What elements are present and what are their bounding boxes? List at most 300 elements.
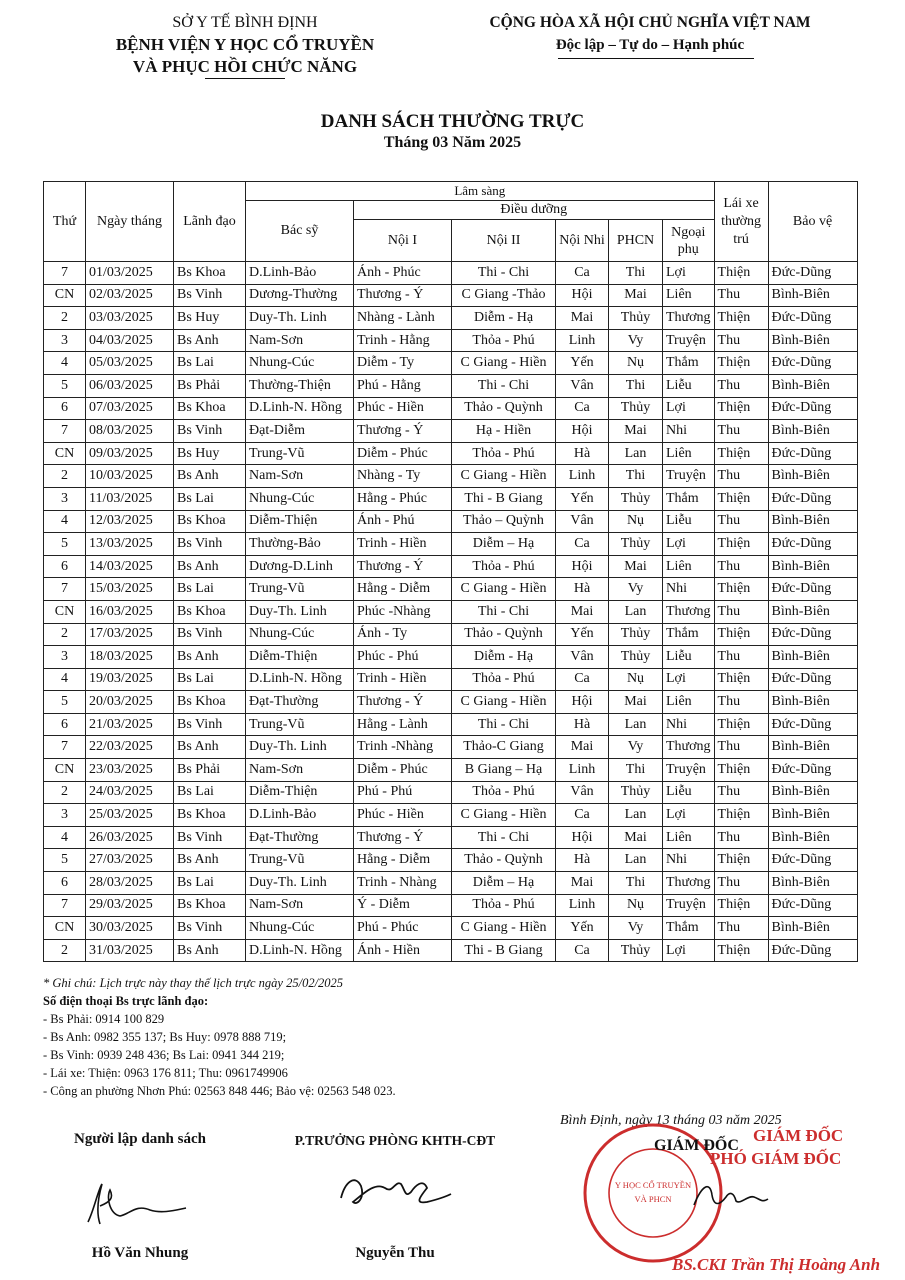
table-row bbox=[44, 284, 858, 307]
cell-phcn: Nụ bbox=[609, 510, 663, 533]
cell-ngay-thang: 01/03/2025 bbox=[86, 262, 174, 285]
cell-ngoai-phu: Liễu bbox=[663, 781, 715, 804]
cell-lanh-dao: Bs Vinh bbox=[174, 284, 246, 307]
cell-ngay-thang: 19/03/2025 bbox=[86, 668, 174, 691]
cell-ngoai-phu: Lợi bbox=[663, 533, 715, 556]
cell-noi-nhi: Mai bbox=[556, 307, 609, 330]
cell-bao-ve: Đức-Dũng bbox=[768, 533, 857, 556]
cell-noi1: Diễm - Ty bbox=[354, 352, 452, 375]
replacement-note: * Ghi chú: Lịch trực này thay thế lịch trực ngày 25/02/2025 bbox=[43, 976, 344, 990]
cell-noi1: Ý - Diễm bbox=[354, 894, 452, 917]
cell-noi2: C Giang - Hiền bbox=[452, 465, 556, 488]
cell-noi-nhi: Hội bbox=[556, 691, 609, 714]
cell-lai-xe: Thu bbox=[714, 917, 768, 940]
table-row bbox=[44, 578, 858, 601]
cell-noi2: Thi - B Giang bbox=[452, 939, 556, 962]
cell-ngay-thang: 17/03/2025 bbox=[86, 623, 174, 646]
cell-lanh-dao: Bs Huy bbox=[174, 307, 246, 330]
cell-phcn: Thủy bbox=[609, 623, 663, 646]
cell-bac-si: D.Linh-N. Hồng bbox=[246, 397, 354, 420]
cell-ngoai-phu: Lợi bbox=[663, 939, 715, 962]
cell-bao-ve: Đức-Dũng bbox=[768, 487, 857, 510]
cell-ngoai-phu: Thương bbox=[663, 736, 715, 759]
department-name: SỞ Y TẾ BÌNH ĐỊNH bbox=[172, 14, 318, 31]
cell-noi1: Diễm - Phúc bbox=[354, 442, 452, 465]
motto: Độc lập – Tự do – Hạnh phúc bbox=[555, 37, 745, 53]
cell-noi2: Thi - Chi bbox=[452, 600, 556, 623]
cell-bao-ve: Bình-Biên bbox=[768, 917, 857, 940]
cell-bao-ve: Bình-Biên bbox=[768, 736, 857, 759]
cell-bac-si: Đạt-Thường bbox=[246, 826, 354, 849]
col-header-dieu-duong: Điều dưỡng bbox=[354, 201, 715, 220]
cell-bac-si: Diễm-Thiện bbox=[246, 510, 354, 533]
cell-ngay-thang: 29/03/2025 bbox=[86, 894, 174, 917]
cell-ngoai-phu: Nhi bbox=[663, 713, 715, 736]
cell-ngoai-phu: Liên bbox=[663, 442, 715, 465]
cell-noi1: Hằng - Lành bbox=[354, 713, 452, 736]
cell-phcn: Vy bbox=[609, 578, 663, 601]
table-row bbox=[44, 668, 858, 691]
cell-ngay-thang: 12/03/2025 bbox=[86, 510, 174, 533]
cell-noi-nhi: Vân bbox=[556, 781, 609, 804]
cell-noi1: Phúc -Nhàng bbox=[354, 600, 452, 623]
cell-phcn: Mai bbox=[609, 420, 663, 443]
cell-phcn: Thủy bbox=[609, 307, 663, 330]
cell-bao-ve: Đức-Dũng bbox=[768, 397, 857, 420]
cell-noi-nhi: Ca bbox=[556, 804, 609, 827]
cell-ngay-thang: 09/03/2025 bbox=[86, 442, 174, 465]
cell-lanh-dao: Bs Lai bbox=[174, 352, 246, 375]
cell-bac-si: Duy-Th. Linh bbox=[246, 736, 354, 759]
cell-lai-xe: Thu bbox=[714, 646, 768, 669]
cell-noi1: Phúc - Phú bbox=[354, 646, 452, 669]
cell-noi2: Diễm - Hạ bbox=[452, 646, 556, 669]
cell-lai-xe: Thu bbox=[714, 781, 768, 804]
cell-phcn: Thủy bbox=[609, 487, 663, 510]
cell-bac-si: Thường-Thiện bbox=[246, 374, 354, 397]
table-row bbox=[44, 939, 858, 962]
col-header-bao-ve: Bảo vệ bbox=[768, 182, 857, 262]
cell-thu: 3 bbox=[44, 646, 86, 669]
cell-phcn: Vy bbox=[609, 736, 663, 759]
cell-noi2: C Giang - Hiền bbox=[452, 691, 556, 714]
cell-lanh-dao: Bs Khoa bbox=[174, 600, 246, 623]
cell-phcn: Lan bbox=[609, 600, 663, 623]
phone-line: - Bs Anh: 0982 355 137; Bs Huy: 0978 888 719; bbox=[43, 1030, 287, 1044]
cell-lai-xe: Thu bbox=[714, 420, 768, 443]
cell-noi2: Diễm – Hạ bbox=[452, 533, 556, 556]
table-row bbox=[44, 759, 858, 782]
cell-noi2: Thỏa - Phú bbox=[452, 442, 556, 465]
table-row bbox=[44, 894, 858, 917]
cell-noi2: B Giang – Hạ bbox=[452, 759, 556, 782]
cell-ngay-thang: 06/03/2025 bbox=[86, 374, 174, 397]
cell-lai-xe: Thu bbox=[714, 555, 768, 578]
cell-lanh-dao: Bs Khoa bbox=[174, 510, 246, 533]
cell-lai-xe: Thiện bbox=[714, 804, 768, 827]
cell-bao-ve: Đức-Dũng bbox=[768, 668, 857, 691]
cell-noi-nhi: Vân bbox=[556, 374, 609, 397]
cell-noi1: Thương - Ý bbox=[354, 420, 452, 443]
khth-name: Nguyễn Thu bbox=[355, 1245, 435, 1261]
cell-bao-ve: Đức-Dũng bbox=[768, 307, 857, 330]
cell-phcn: Thi bbox=[609, 465, 663, 488]
cell-lanh-dao: Bs Lai bbox=[174, 487, 246, 510]
notes-block bbox=[43, 974, 603, 1100]
cell-thu: 5 bbox=[44, 691, 86, 714]
cell-thu: 6 bbox=[44, 713, 86, 736]
cell-bac-si: D.Linh-N. Hồng bbox=[246, 939, 354, 962]
cell-lai-xe: Thiện bbox=[714, 352, 768, 375]
cell-lai-xe: Thiện bbox=[714, 307, 768, 330]
cell-bao-ve: Bình-Biên bbox=[768, 872, 857, 895]
cell-lai-xe: Thu bbox=[714, 872, 768, 895]
cell-lai-xe: Thiện bbox=[714, 759, 768, 782]
country-name: CỘNG HÒA XÃ HỘI CHỦ NGHĨA VIỆT NAM bbox=[489, 14, 811, 31]
table-row bbox=[44, 442, 858, 465]
cell-noi1: Ánh - Phúc bbox=[354, 262, 452, 285]
cell-thu: 3 bbox=[44, 329, 86, 352]
cell-phcn: Thủy bbox=[609, 397, 663, 420]
col-header-lanh-dao: Lãnh đạo bbox=[174, 182, 246, 262]
table-row bbox=[44, 374, 858, 397]
cell-phcn: Thi bbox=[609, 872, 663, 895]
cell-noi-nhi: Ca bbox=[556, 397, 609, 420]
cell-lai-xe: Thu bbox=[714, 736, 768, 759]
cell-bao-ve: Bình-Biên bbox=[768, 465, 857, 488]
cell-noi1: Phú - Phú bbox=[354, 781, 452, 804]
phone-line: - Bs Vinh: 0939 248 436; Bs Lai: 0941 344 219; bbox=[43, 1048, 285, 1062]
cell-bao-ve: Đức-Dũng bbox=[768, 894, 857, 917]
cell-thu: 2 bbox=[44, 623, 86, 646]
cell-phcn: Mai bbox=[609, 555, 663, 578]
col-header-lai-xe: Lái xe thường trú bbox=[714, 182, 768, 262]
cell-bac-si: D.Linh-Bảo bbox=[246, 804, 354, 827]
phone-line: - Công an phường Nhơn Phú: 02563 848 446; Bảo vệ: 02563 548 023. bbox=[43, 1084, 396, 1098]
cell-phcn: Nụ bbox=[609, 668, 663, 691]
preparer-signature bbox=[80, 1180, 190, 1230]
cell-bac-si: Nam-Sơn bbox=[246, 329, 354, 352]
cell-noi-nhi: Hà bbox=[556, 578, 609, 601]
cell-ngay-thang: 28/03/2025 bbox=[86, 872, 174, 895]
cell-bac-si: Trung-Vũ bbox=[246, 578, 354, 601]
cell-noi-nhi: Hội bbox=[556, 284, 609, 307]
cell-noi1: Trinh - Hiền bbox=[354, 668, 452, 691]
cell-bao-ve: Bình-Biên bbox=[768, 284, 857, 307]
cell-phcn: Thủy bbox=[609, 533, 663, 556]
phone-title: Số điện thoại Bs trực lãnh đạo: bbox=[43, 994, 209, 1008]
cell-lanh-dao: Bs Huy bbox=[174, 442, 246, 465]
cell-noi2: Thi - Chi bbox=[452, 374, 556, 397]
cell-ngay-thang: 07/03/2025 bbox=[86, 397, 174, 420]
cell-noi2: C Giang - Hiền bbox=[452, 804, 556, 827]
table-row bbox=[44, 420, 858, 443]
cell-noi-nhi: Ca bbox=[556, 668, 609, 691]
cell-noi1: Thương - Ý bbox=[354, 284, 452, 307]
cell-noi1: Phúc - Hiền bbox=[354, 804, 452, 827]
khth-signature bbox=[335, 1158, 455, 1218]
cell-ngoai-phu: Thương bbox=[663, 600, 715, 623]
cell-phcn: Thi bbox=[609, 262, 663, 285]
cell-bao-ve: Bình-Biên bbox=[768, 646, 857, 669]
cell-ngay-thang: 11/03/2025 bbox=[86, 487, 174, 510]
director-name: BS.CKI Trần Thị Hoàng Anh bbox=[672, 1255, 881, 1274]
cell-lai-xe: Thu bbox=[714, 826, 768, 849]
col-header-noi1: Nội I bbox=[354, 220, 452, 262]
cell-lanh-dao: Bs Anh bbox=[174, 465, 246, 488]
cell-noi-nhi: Linh bbox=[556, 894, 609, 917]
cell-phcn: Mai bbox=[609, 826, 663, 849]
cell-thu: 6 bbox=[44, 397, 86, 420]
cell-noi-nhi: Hội bbox=[556, 420, 609, 443]
cell-ngay-thang: 26/03/2025 bbox=[86, 826, 174, 849]
cell-lai-xe: Thiện bbox=[714, 533, 768, 556]
cell-ngoai-phu: Truyện bbox=[663, 759, 715, 782]
cell-ngoai-phu: Thắm bbox=[663, 917, 715, 940]
cell-bac-si: Diễm-Thiện bbox=[246, 646, 354, 669]
cell-phcn: Mai bbox=[609, 284, 663, 307]
cell-bao-ve: Đức-Dũng bbox=[768, 713, 857, 736]
cell-noi2: C Giang - Hiền bbox=[452, 352, 556, 375]
cell-ngoai-phu: Thắm bbox=[663, 623, 715, 646]
cell-ngoai-phu: Truyện bbox=[663, 465, 715, 488]
cell-lanh-dao: Bs Khoa bbox=[174, 804, 246, 827]
table-row bbox=[44, 849, 858, 872]
cell-noi-nhi: Yến bbox=[556, 623, 609, 646]
cell-ngay-thang: 18/03/2025 bbox=[86, 646, 174, 669]
cell-bao-ve: Bình-Biên bbox=[768, 555, 857, 578]
cell-ngoai-phu: Nhi bbox=[663, 849, 715, 872]
cell-lai-xe: Thu bbox=[714, 374, 768, 397]
cell-phcn: Vy bbox=[609, 329, 663, 352]
cell-lanh-dao: Bs Khoa bbox=[174, 691, 246, 714]
cell-noi-nhi: Yến bbox=[556, 487, 609, 510]
cell-bao-ve: Bình-Biên bbox=[768, 826, 857, 849]
cell-ngoai-phu: Liên bbox=[663, 826, 715, 849]
cell-lai-xe: Thiện bbox=[714, 262, 768, 285]
cell-phcn: Nụ bbox=[609, 352, 663, 375]
cell-noi2: Thỏa - Phú bbox=[452, 668, 556, 691]
table-row bbox=[44, 487, 858, 510]
cell-phcn: Mai bbox=[609, 691, 663, 714]
cell-thu: 4 bbox=[44, 510, 86, 533]
cell-bac-si: Duy-Th. Linh bbox=[246, 307, 354, 330]
cell-noi2: Thỏa - Phú bbox=[452, 329, 556, 352]
cell-thu: CN bbox=[44, 600, 86, 623]
cell-thu: 7 bbox=[44, 578, 86, 601]
table-row bbox=[44, 736, 858, 759]
cell-ngay-thang: 03/03/2025 bbox=[86, 307, 174, 330]
cell-ngay-thang: 24/03/2025 bbox=[86, 781, 174, 804]
table-row bbox=[44, 533, 858, 556]
cell-noi1: Hằng - Diễm bbox=[354, 578, 452, 601]
cell-noi-nhi: Yến bbox=[556, 352, 609, 375]
table-row bbox=[44, 713, 858, 736]
cell-bac-si: Đạt-Thường bbox=[246, 691, 354, 714]
cell-lanh-dao: Bs Khoa bbox=[174, 262, 246, 285]
cell-lanh-dao: Bs Vinh bbox=[174, 420, 246, 443]
sign-date: Bình Định, ngày 13 tháng 03 năm 2025 bbox=[560, 1113, 782, 1128]
col-header-ngay: Ngày tháng bbox=[86, 182, 174, 262]
cell-thu: CN bbox=[44, 442, 86, 465]
cell-noi1: Thương - Ý bbox=[354, 555, 452, 578]
cell-ngay-thang: 21/03/2025 bbox=[86, 713, 174, 736]
cell-thu: 7 bbox=[44, 894, 86, 917]
cell-ngoai-phu: Liên bbox=[663, 284, 715, 307]
cell-bao-ve: Đức-Dũng bbox=[768, 623, 857, 646]
cell-bao-ve: Bình-Biên bbox=[768, 329, 857, 352]
col-header-noi2: Nội II bbox=[452, 220, 556, 262]
phone-line: - Lái xe: Thiện: 0963 176 811; Thu: 0961749906 bbox=[43, 1066, 288, 1080]
cell-noi1: Thương - Ý bbox=[354, 691, 452, 714]
table-row bbox=[44, 397, 858, 420]
cell-thu: 7 bbox=[44, 736, 86, 759]
cell-thu: 2 bbox=[44, 307, 86, 330]
cell-thu: 2 bbox=[44, 465, 86, 488]
cell-noi2: Thảo – Quỳnh bbox=[452, 510, 556, 533]
cell-noi-nhi: Hội bbox=[556, 826, 609, 849]
cell-noi1: Ánh - Hiền bbox=[354, 939, 452, 962]
cell-ngoai-phu: Lợi bbox=[663, 262, 715, 285]
cell-bac-si: D.Linh-Bảo bbox=[246, 262, 354, 285]
cell-lanh-dao: Bs Khoa bbox=[174, 397, 246, 420]
cell-noi-nhi: Linh bbox=[556, 329, 609, 352]
page-subtitle: Tháng 03 Năm 2025 bbox=[383, 134, 522, 151]
cell-lai-xe: Thiện bbox=[714, 849, 768, 872]
cell-ngay-thang: 20/03/2025 bbox=[86, 691, 174, 714]
header-right-underline bbox=[558, 58, 754, 59]
cell-noi1: Nhàng - Lành bbox=[354, 307, 452, 330]
cell-lanh-dao: Bs Khoa bbox=[174, 894, 246, 917]
cell-ngoai-phu: Thương bbox=[663, 307, 715, 330]
cell-noi2: Thảo - Quỳnh bbox=[452, 849, 556, 872]
table-row bbox=[44, 804, 858, 827]
cell-ngay-thang: 10/03/2025 bbox=[86, 465, 174, 488]
cell-bao-ve: Đức-Dũng bbox=[768, 578, 857, 601]
cell-phcn: Vy bbox=[609, 917, 663, 940]
cell-thu: 5 bbox=[44, 374, 86, 397]
cell-noi2: Diễm - Hạ bbox=[452, 307, 556, 330]
cell-lanh-dao: Bs Vinh bbox=[174, 533, 246, 556]
cell-noi-nhi: Ca bbox=[556, 262, 609, 285]
cell-ngoai-phu: Liên bbox=[663, 691, 715, 714]
table-row bbox=[44, 917, 858, 940]
cell-noi2: C Giang - Hiền bbox=[452, 578, 556, 601]
cell-ngoai-phu: Liễu bbox=[663, 510, 715, 533]
cell-ngay-thang: 04/03/2025 bbox=[86, 329, 174, 352]
svg-text:VÀ PHCN: VÀ PHCN bbox=[634, 1194, 672, 1204]
cell-ngoai-phu: Truyện bbox=[663, 894, 715, 917]
cell-noi1: Hằng - Phúc bbox=[354, 487, 452, 510]
cell-phcn: Thủy bbox=[609, 781, 663, 804]
cell-noi1: Nhàng - Ty bbox=[354, 465, 452, 488]
cell-lanh-dao: Bs Lai bbox=[174, 668, 246, 691]
cell-bac-si: Trung-Vũ bbox=[246, 849, 354, 872]
cell-thu: 6 bbox=[44, 555, 86, 578]
hospital-name-line2: VÀ PHỤC HỒI CHỨC NĂNG bbox=[132, 57, 358, 76]
cell-bac-si: Trung-Vũ bbox=[246, 713, 354, 736]
cell-phcn: Nụ bbox=[609, 894, 663, 917]
cell-noi2: Thi - Chi bbox=[452, 713, 556, 736]
cell-thu: 2 bbox=[44, 781, 86, 804]
cell-ngoai-phu: Thắm bbox=[663, 352, 715, 375]
cell-bao-ve: Bình-Biên bbox=[768, 420, 857, 443]
stamp-title-pho-giam-doc: PHÓ GIÁM ĐỐC bbox=[710, 1149, 842, 1168]
cell-lai-xe: Thiện bbox=[714, 939, 768, 962]
cell-noi1: Diễm - Phúc bbox=[354, 759, 452, 782]
cell-bac-si: Duy-Th. Linh bbox=[246, 872, 354, 895]
cell-bao-ve: Bình-Biên bbox=[768, 691, 857, 714]
cell-ngay-thang: 31/03/2025 bbox=[86, 939, 174, 962]
cell-noi1: Thương - Ý bbox=[354, 826, 452, 849]
cell-noi1: Trinh - Hằng bbox=[354, 329, 452, 352]
cell-bao-ve: Bình-Biên bbox=[768, 804, 857, 827]
cell-bao-ve: Bình-Biên bbox=[768, 374, 857, 397]
col-header-bac-si: Bác sỹ bbox=[246, 201, 354, 262]
cell-noi2: Thỏa - Phú bbox=[452, 781, 556, 804]
cell-bac-si: Nam-Sơn bbox=[246, 759, 354, 782]
cell-bac-si: Nhung-Cúc bbox=[246, 623, 354, 646]
col-header-phcn: PHCN bbox=[609, 220, 663, 262]
cell-lanh-dao: Bs Lai bbox=[174, 578, 246, 601]
table-row bbox=[44, 555, 858, 578]
cell-noi-nhi: Linh bbox=[556, 465, 609, 488]
cell-ngoai-phu: Nhi bbox=[663, 578, 715, 601]
cell-bao-ve: Đức-Dũng bbox=[768, 262, 857, 285]
cell-noi1: Trinh - Hiền bbox=[354, 533, 452, 556]
cell-noi2: Thi - B Giang bbox=[452, 487, 556, 510]
cell-bao-ve: Đức-Dũng bbox=[768, 849, 857, 872]
cell-thu: 6 bbox=[44, 872, 86, 895]
cell-ngoai-phu: Nhi bbox=[663, 420, 715, 443]
cell-ngay-thang: 08/03/2025 bbox=[86, 420, 174, 443]
cell-noi1: Trinh -Nhàng bbox=[354, 736, 452, 759]
khth-title: P.TRƯỞNG PHÒNG KHTH-CĐT bbox=[294, 1133, 496, 1148]
cell-thu: 4 bbox=[44, 826, 86, 849]
cell-thu: 5 bbox=[44, 533, 86, 556]
cell-noi-nhi: Yến bbox=[556, 917, 609, 940]
cell-lanh-dao: Bs Anh bbox=[174, 555, 246, 578]
cell-lai-xe: Thiện bbox=[714, 442, 768, 465]
cell-ngoai-phu: Truyện bbox=[663, 329, 715, 352]
cell-noi2: Thảo-C Giang bbox=[452, 736, 556, 759]
cell-noi1: Phúc - Hiền bbox=[354, 397, 452, 420]
cell-noi1: Phú - Hằng bbox=[354, 374, 452, 397]
cell-lanh-dao: Bs Vinh bbox=[174, 917, 246, 940]
col-header-thu: Thứ bbox=[44, 182, 86, 262]
cell-thu: 4 bbox=[44, 352, 86, 375]
cell-lai-xe: Thu bbox=[714, 510, 768, 533]
cell-thu: 7 bbox=[44, 262, 86, 285]
cell-noi1: Phú - Phúc bbox=[354, 917, 452, 940]
cell-bao-ve: Đức-Dũng bbox=[768, 352, 857, 375]
cell-ngay-thang: 23/03/2025 bbox=[86, 759, 174, 782]
cell-lanh-dao: Bs Phải bbox=[174, 374, 246, 397]
cell-ngay-thang: 15/03/2025 bbox=[86, 578, 174, 601]
cell-noi2: Thi - Chi bbox=[452, 262, 556, 285]
cell-bac-si: D.Linh-N. Hồng bbox=[246, 668, 354, 691]
cell-lanh-dao: Bs Anh bbox=[174, 646, 246, 669]
cell-noi2: C Giang -Thảo bbox=[452, 284, 556, 307]
header-right bbox=[470, 12, 830, 56]
cell-phcn: Lan bbox=[609, 849, 663, 872]
cell-ngoai-phu: Lợi bbox=[663, 804, 715, 827]
table-row bbox=[44, 262, 858, 285]
cell-bac-si: Nhung-Cúc bbox=[246, 917, 354, 940]
cell-phcn: Thi bbox=[609, 759, 663, 782]
table-row bbox=[44, 352, 858, 375]
cell-noi-nhi: Vân bbox=[556, 646, 609, 669]
